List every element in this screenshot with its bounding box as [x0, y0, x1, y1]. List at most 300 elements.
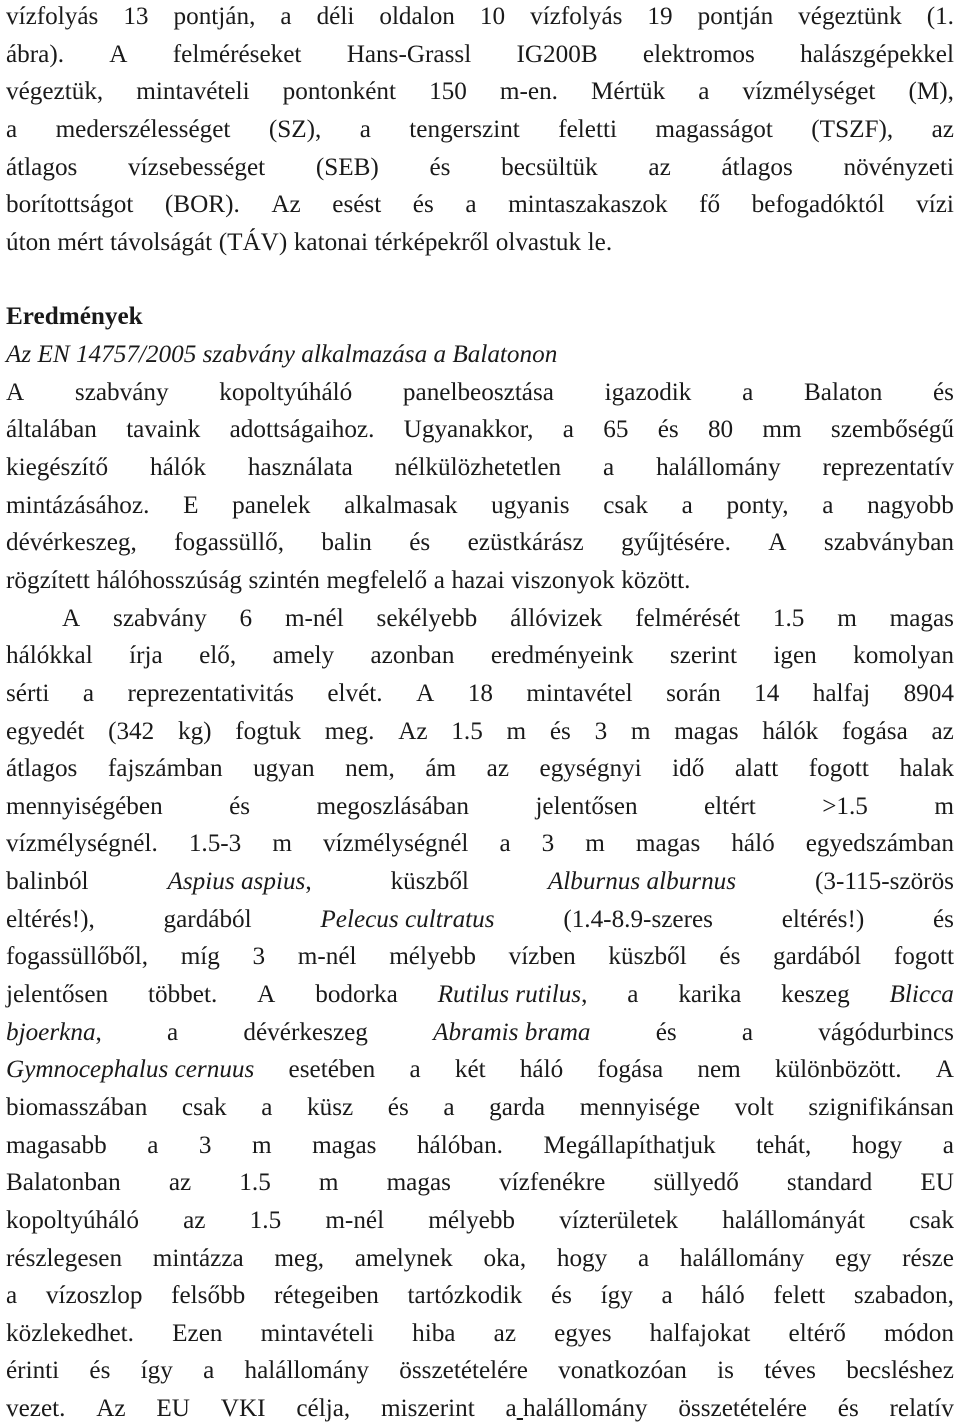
- text-line: [6, 149, 954, 187]
- word: vonatkozóan: [558, 1357, 687, 1385]
- word: a: [261, 1093, 273, 1121]
- word: mélyebb: [389, 943, 476, 971]
- word: volt: [734, 1093, 774, 1121]
- word: 10: [479, 3, 506, 30]
- text-segment: (3-115-szörös: [815, 868, 954, 896]
- word: gardából: [163, 905, 252, 933]
- text-line: [6, 111, 954, 149]
- word: ,: [95, 1018, 102, 1046]
- word: oldalon: [379, 3, 455, 30]
- word: becsültük: [501, 153, 598, 181]
- word: egyes: [554, 1319, 612, 1347]
- word: m-en.: [499, 78, 558, 106]
- word: többet.: [148, 981, 218, 1009]
- word: Balatonban: [6, 1169, 121, 1197]
- species-name: Alburnus alburnus: [547, 868, 737, 896]
- word: fogása: [842, 717, 908, 745]
- word: vízi: [916, 191, 954, 219]
- word: elektromos: [642, 40, 755, 68]
- text-line: [6, 675, 954, 713]
- text-line: [6, 36, 954, 74]
- word: halállomány: [679, 1244, 805, 1272]
- word: dévérkeszeg,: [6, 529, 137, 557]
- word: amelynek: [354, 1244, 453, 1272]
- text-line: [6, 1089, 954, 1127]
- word: (1.: [926, 3, 954, 30]
- word: halfajokat: [649, 1319, 751, 1347]
- word: ,: [581, 981, 588, 1009]
- word: a: [433, 566, 445, 594]
- species-name: bjoerkna: [6, 1018, 96, 1046]
- text-line: [6, 976, 954, 1014]
- word: standard: [786, 1169, 873, 1197]
- text-line: [6, 1051, 954, 1089]
- word: háló: [731, 830, 775, 858]
- word: Mértük: [591, 78, 666, 106]
- word: módon: [884, 1319, 954, 1347]
- text-line: [6, 863, 954, 901]
- word: relatív: [889, 1395, 954, 1423]
- word: mélyebb: [428, 1206, 516, 1234]
- word: szabadon,: [853, 1282, 954, 1310]
- word: viszonyok: [511, 566, 615, 594]
- word: az: [931, 115, 954, 143]
- species-name: Rutilus rutilus: [437, 981, 582, 1009]
- word: és: [550, 1282, 572, 1310]
- word: hálókkal: [6, 642, 93, 670]
- word: reprezentatív: [822, 454, 954, 482]
- word: megoszlásában: [316, 792, 469, 820]
- word: hazai: [451, 566, 505, 594]
- word: háló: [519, 1056, 564, 1084]
- word: nélkülözhetetlen: [394, 454, 562, 482]
- word: állóvizek: [510, 604, 603, 632]
- word: süllyedő: [653, 1169, 739, 1197]
- word: átlagos: [6, 153, 78, 181]
- text-line: [6, 1240, 954, 1278]
- word: fogtuk: [235, 717, 302, 745]
- species-name: Abramis brama: [433, 1018, 591, 1046]
- word: >1.5: [822, 792, 868, 820]
- word: (1.4-8.9-szeres: [563, 905, 713, 933]
- word: idő: [672, 755, 705, 783]
- word: 18: [467, 679, 493, 707]
- word: a: [942, 1131, 954, 1159]
- text-line: [6, 224, 954, 262]
- word: borítottságot: [6, 191, 134, 219]
- word: Az: [398, 717, 428, 745]
- text-line: [6, 186, 954, 224]
- word: és: [229, 792, 251, 820]
- word: garda: [489, 1093, 546, 1121]
- section-heading-text: Eredmények: [6, 303, 143, 331]
- word: során: [666, 679, 721, 707]
- word: az: [486, 755, 509, 783]
- word: különbözött.: [774, 1056, 902, 1084]
- word: így: [600, 1282, 633, 1310]
- word: mintázásához.: [6, 491, 150, 519]
- word: halak: [899, 755, 954, 783]
- word: (342: [108, 717, 155, 745]
- word: kiegészítő: [6, 454, 109, 482]
- word: magas: [889, 604, 954, 632]
- word: miszerint: [381, 1395, 475, 1423]
- word: 14: [754, 679, 780, 707]
- word: 1.5-3: [188, 830, 242, 858]
- word: feletti: [558, 115, 617, 143]
- word: 80: [707, 416, 734, 444]
- word: szerint: [669, 642, 738, 670]
- word: halászgépekkel: [800, 40, 954, 68]
- word: hálóban.: [416, 1131, 503, 1159]
- word: jelentősen: [6, 981, 109, 1009]
- word: csak: [181, 1093, 227, 1121]
- word: és: [549, 717, 571, 745]
- word: VKI: [220, 1395, 266, 1423]
- word: írja: [129, 642, 163, 670]
- word: közlekedhet.: [6, 1319, 134, 1347]
- text-line: [6, 1277, 954, 1315]
- section-heading: [6, 298, 954, 336]
- word: szabvány: [74, 378, 169, 406]
- word: biomasszában: [6, 1093, 148, 1121]
- word: EU: [156, 1395, 190, 1423]
- word: vízmélységnél.: [6, 830, 158, 858]
- word-group: [167, 863, 311, 901]
- word: amely: [272, 642, 335, 670]
- word: és: [409, 529, 431, 557]
- paragraph-gap: [6, 261, 954, 298]
- word: rétegeiben: [273, 1282, 379, 1310]
- word: nem: [697, 1056, 741, 1084]
- word: az: [648, 153, 671, 181]
- word: a: [505, 1395, 517, 1423]
- word: kg): [177, 717, 212, 745]
- word: halállományát: [722, 1206, 865, 1234]
- word-group: [6, 1014, 102, 1052]
- word: dévérkeszeg: [243, 1018, 368, 1046]
- word: egységnyi: [539, 755, 642, 783]
- text-line: [6, 1014, 954, 1052]
- word: halállomány: [244, 1357, 370, 1385]
- text-line: [6, 1164, 954, 1202]
- word: ,: [305, 868, 312, 896]
- word: fogassüllőből,: [6, 943, 149, 971]
- word: (M),: [908, 78, 954, 106]
- word: és: [933, 378, 954, 406]
- word: mennyisége: [579, 1093, 700, 1121]
- word: 3: [541, 830, 555, 858]
- word: a: [203, 1357, 215, 1385]
- word: ábra).: [6, 40, 65, 68]
- word: a: [443, 1093, 455, 1121]
- word: m: [585, 830, 605, 858]
- word: mennyiségében: [6, 792, 163, 820]
- word: a: [681, 491, 693, 519]
- word: karika: [678, 981, 742, 1009]
- text-line: [6, 73, 954, 111]
- word: olvastuk: [495, 228, 582, 256]
- word: balin: [321, 529, 372, 557]
- word: EU: [920, 1169, 954, 1197]
- word: magas: [674, 717, 739, 745]
- word: tavaink: [126, 416, 201, 444]
- word: eltérés!),: [6, 905, 95, 933]
- word: (SEB): [315, 153, 379, 181]
- word: a: [465, 191, 477, 219]
- word: felméréseket: [172, 40, 302, 68]
- section-subheading: [6, 336, 954, 374]
- word: és: [837, 1395, 859, 1423]
- word: az: [493, 1319, 516, 1347]
- text-line: [6, 487, 954, 525]
- word: részlegesen: [6, 1244, 123, 1272]
- word: Az: [271, 191, 301, 219]
- word: déli: [316, 3, 355, 30]
- word: keszeg: [781, 981, 850, 1009]
- word: szintén: [248, 566, 320, 594]
- text-line: [6, 1390, 954, 1428]
- word: az: [168, 1169, 192, 1197]
- word: csak: [603, 491, 648, 519]
- word: tehát,: [756, 1131, 812, 1159]
- word: m-nél: [325, 1206, 385, 1234]
- word: m: [252, 1131, 272, 1159]
- word: adottságaihoz.: [229, 416, 375, 444]
- word: 1.5: [249, 1206, 282, 1234]
- word-group: [506, 1390, 648, 1428]
- word: átlagos: [6, 755, 78, 783]
- word: eltért: [704, 792, 756, 820]
- word: a: [280, 3, 292, 30]
- word: vízterületek: [559, 1206, 679, 1234]
- word: A: [768, 529, 787, 557]
- word: küsz: [307, 1093, 354, 1121]
- word: 150: [429, 78, 467, 106]
- word: szabványban: [823, 529, 954, 557]
- word: és: [655, 1018, 677, 1046]
- word: esetében: [288, 1056, 376, 1084]
- text-line: [6, 0, 954, 36]
- word: igen: [773, 642, 817, 670]
- word: között.: [621, 566, 691, 594]
- word: végeztük,: [6, 78, 104, 106]
- word: kopoltyúháló: [6, 1206, 139, 1234]
- word: térképekről: [374, 228, 490, 256]
- word: szembőségű: [830, 416, 954, 444]
- word: komolyan: [853, 642, 954, 670]
- word: katonai: [293, 228, 368, 256]
- word: távolságát: [110, 228, 213, 256]
- word: küszből: [390, 868, 469, 896]
- word: mintázza: [152, 1244, 244, 1272]
- word: pontján,: [173, 3, 256, 30]
- word: m: [934, 792, 954, 820]
- word: felett: [773, 1282, 826, 1310]
- word: A: [257, 981, 276, 1009]
- word: és: [387, 1093, 409, 1121]
- word: így: [140, 1357, 173, 1385]
- text-segment: balinból: [6, 868, 89, 896]
- word: eltérő: [788, 1319, 846, 1347]
- word: IG200B: [516, 40, 598, 68]
- word: ezüstkárász: [467, 529, 584, 557]
- word: (BOR).: [164, 191, 240, 219]
- word: mintavétel: [526, 679, 633, 707]
- word: a: [409, 1056, 421, 1084]
- word: a: [147, 1131, 159, 1159]
- word: 6: [239, 604, 253, 632]
- text-line: [6, 562, 954, 600]
- word: célja,: [296, 1395, 351, 1423]
- text-line: [6, 411, 954, 449]
- word: a: [82, 679, 95, 707]
- word: alatt: [734, 755, 779, 783]
- word: elő,: [199, 642, 237, 670]
- word: úton: [6, 228, 51, 256]
- word: le.: [587, 228, 613, 256]
- word: a: [661, 1282, 673, 1310]
- word: mért: [57, 228, 104, 256]
- word: a: [741, 1018, 754, 1046]
- word: magasabb: [6, 1131, 107, 1159]
- word: befogadóktól: [751, 191, 885, 219]
- word: a: [359, 115, 371, 143]
- species-name: Blicca: [889, 981, 954, 1009]
- word: és: [429, 153, 451, 181]
- word: fogott: [808, 755, 869, 783]
- word: összetételére: [678, 1395, 807, 1423]
- text-line: [6, 901, 954, 939]
- word: 1.5: [772, 604, 805, 632]
- word: küszből: [608, 943, 687, 971]
- word: a: [6, 115, 18, 143]
- word: igazodik: [604, 378, 692, 406]
- word: pontonként: [282, 78, 396, 106]
- word: gardából: [773, 943, 862, 971]
- word: végeztünk: [798, 3, 902, 30]
- word: magas: [312, 1131, 377, 1159]
- word: a: [698, 78, 710, 106]
- word: átlagos: [721, 153, 793, 181]
- word: nem,: [345, 755, 395, 783]
- word: Ugyanakkor,: [403, 416, 534, 444]
- word: E: [183, 491, 199, 519]
- word: Megállapíthatjuk: [543, 1131, 716, 1159]
- word: fogása: [597, 1056, 664, 1084]
- word: rögzített: [6, 566, 90, 594]
- word: a: [167, 1018, 179, 1046]
- word: 3: [252, 943, 266, 971]
- word: fogassüllő,: [174, 529, 285, 557]
- word: 3: [198, 1131, 212, 1159]
- word: A: [416, 679, 435, 707]
- word: halállomány: [656, 454, 781, 482]
- word: meg,: [274, 1244, 325, 1272]
- text-line: [6, 750, 954, 788]
- word: megfelelő: [326, 566, 428, 594]
- word: 8904: [903, 679, 954, 707]
- word: m: [837, 604, 857, 632]
- text-line: [6, 1127, 954, 1165]
- word: általában: [6, 416, 97, 444]
- word: bodorka: [315, 981, 398, 1009]
- word: az: [931, 717, 954, 745]
- word: becsléshez: [846, 1357, 954, 1385]
- word: a: [822, 491, 834, 519]
- word: egyedét: [6, 717, 85, 745]
- word: hálóhosszúság: [96, 566, 242, 594]
- word: a: [562, 416, 574, 444]
- word: csak: [909, 1206, 954, 1234]
- word: háló: [701, 1282, 745, 1310]
- word: azonban: [370, 642, 455, 670]
- word: szabvány: [113, 604, 207, 632]
- text-line: [6, 600, 954, 638]
- word: vízmélységnél: [322, 830, 469, 858]
- word: a: [6, 1282, 18, 1310]
- word: a: [637, 1244, 650, 1272]
- word: magasságot: [655, 115, 773, 143]
- word: a: [499, 830, 511, 858]
- word: m: [506, 717, 527, 745]
- word: és: [932, 905, 954, 933]
- word: halfaj: [812, 679, 871, 707]
- word: hálók: [150, 454, 206, 482]
- word: vágódurbincs: [818, 1018, 954, 1046]
- word: ám: [425, 755, 457, 783]
- word: mintaszakaszok: [508, 191, 668, 219]
- word: vízfenékre: [499, 1169, 606, 1197]
- word: eredményeink: [490, 642, 634, 670]
- text-line: [6, 1202, 954, 1240]
- word: vízben: [508, 943, 576, 971]
- word: (TÁV): [218, 228, 288, 256]
- section-subheading-text: Az EN 14757/2005 szabvány alkalmazása a Balatonon: [6, 341, 558, 369]
- word-group: [438, 976, 588, 1014]
- word: és: [412, 191, 434, 219]
- word: m-nél: [284, 604, 344, 632]
- word: felmérését: [635, 604, 741, 632]
- word: A: [935, 1056, 954, 1084]
- word: oka,: [483, 1244, 527, 1272]
- word: A: [62, 604, 81, 632]
- word: mintavételi: [136, 78, 250, 106]
- word: alkalmasak: [344, 491, 458, 519]
- word: vízmélységet: [742, 78, 876, 106]
- word: 19: [647, 3, 673, 30]
- word: 1.5: [451, 717, 483, 745]
- word: 1.5: [239, 1169, 271, 1197]
- word: mm: [762, 416, 802, 444]
- text-line: [6, 449, 954, 487]
- word: halállomány: [523, 1395, 648, 1423]
- species-name: Gymnocephalus cernuus: [6, 1056, 255, 1084]
- word: is: [717, 1357, 734, 1385]
- word: fogott: [893, 943, 954, 971]
- word: Hans-Grassl: [346, 40, 472, 68]
- word: gyűjtésére.: [621, 529, 731, 557]
- species-name: Pelecus cultratus: [320, 905, 495, 933]
- word: jelentősen: [535, 792, 638, 820]
- word: panelbeosztása: [402, 378, 554, 406]
- word: két: [454, 1056, 486, 1084]
- word: nagyobb: [867, 491, 954, 519]
- word: A: [6, 378, 25, 406]
- word: 3: [594, 717, 608, 745]
- word: A: [109, 40, 128, 68]
- word: vízfolyás: [6, 3, 99, 30]
